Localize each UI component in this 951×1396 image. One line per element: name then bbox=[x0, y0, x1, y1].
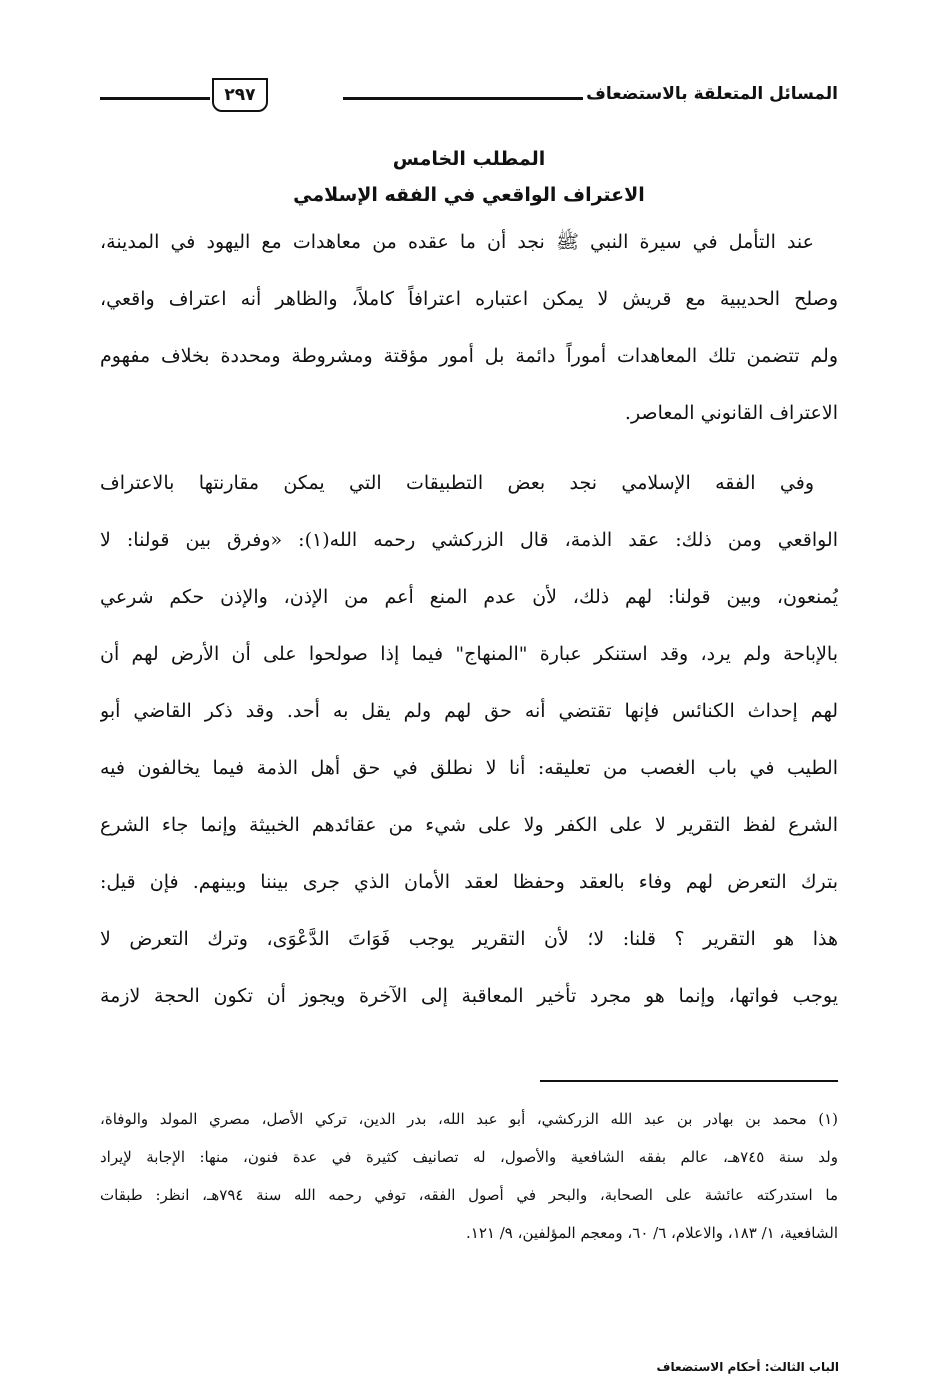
header-rule-right bbox=[343, 97, 583, 100]
body-line: يوجب فواتها، وإنما هو مجرد تأخير المعاقبة إلى الآخرة ويجوز أن تكون الحجة لازمة bbox=[100, 985, 838, 1007]
body-line: هذا هو التقرير ؟ قلنا: لا؛ لأن التقرير يوجب فَوَاتَ الدَّعْوَى، وترك التعرض لا bbox=[100, 928, 838, 950]
body-line: بترك التعرض لهم وفاء بالعقد وحفظا لعقد الأمان الذي جرى بيننا وبينهم. فإن قيل: bbox=[100, 871, 838, 893]
body-line: وفي الفقه الإسلامي نجد بعض التطبيقات التي يمكن مقارنتها بالاعتراف bbox=[100, 472, 814, 494]
body-line: يُمنعون، وبين قولنا: لهم ذلك، لأن عدم المنع أعم من الإذن، والإذن حكم شرعي bbox=[100, 586, 838, 608]
footnote-separator bbox=[540, 1080, 838, 1082]
section-heading: المطلب الخامس bbox=[392, 148, 546, 170]
body-text bbox=[100, 220, 838, 1031]
footnote-line: (١) محمد بن بهادر بن عبد الله الزركشي، أبو عبد الله، بدر الدين، تركي الأصل، مصري المولد والوفاة، bbox=[100, 1110, 838, 1128]
footnote-line: ما استدركته عائشة على الصحابة، والبحر في أصول الفقه، توفي رحمه الله سنة ٧٩٤هـ، انظر: طبقات bbox=[100, 1186, 838, 1204]
page-number: ٢٩٧ bbox=[212, 78, 268, 112]
footnote-line: ولد سنة ٧٤٥هـ، عالم بفقه الشافعية والأصول، له تصانيف كثيرة في عدة فنون، منها: الإجابة لإيراد bbox=[100, 1148, 838, 1166]
body-line: ولم تتضمن تلك المعاهدات أموراً دائمة بل أمور مؤقتة ومشروطة ومحددة بخلاف مفهوم bbox=[100, 345, 838, 367]
section-subheading: الاعتراف الواقعي في الفقه الإسلامي bbox=[293, 184, 645, 206]
body-line: لهم إحداث الكنائس فإنها تقتضي أنه حق لهم ولم يقل به أحد. وقد ذكر القاضي أبو bbox=[100, 700, 838, 722]
running-header bbox=[100, 78, 838, 118]
header-rule-left bbox=[100, 97, 210, 100]
body-line: الاعتراف القانوني المعاصر. bbox=[624, 402, 838, 424]
paragraph-gap bbox=[100, 448, 838, 461]
body-line: بالإباحة ولم يرد، وقد استنكر عبارة "المنهاج" فيما إذا صولحوا على أن الأرض لهم أن bbox=[100, 643, 838, 665]
body-line: الواقعي ومن ذلك: عقد الذمة، قال الزركشي رحمه الله(١): «وفرق بين قولنا: لا bbox=[100, 529, 838, 551]
body-line: عند التأمل في سيرة النبي ﷺ نجد أن ما عقده من معاهدات مع اليهود في المدينة، bbox=[100, 231, 814, 253]
body-line: الشرع لفظ التقرير لا على الكفر ولا على شيء من عقائدهم الخبيثة وإنما جاء الشرع bbox=[100, 814, 838, 836]
running-footer: الباب الثالث: أحكام الاستضعاف bbox=[656, 1360, 839, 1374]
running-header-title: المسائل المتعلقة بالاستضعاف bbox=[586, 84, 838, 104]
footnotes bbox=[100, 1104, 838, 1256]
footnote-line: الشافعية، ١/ ١٨٣، والاعلام، ٦/ ٦٠، ومعجم المؤلفين، ٩/ ١٢١. bbox=[465, 1224, 838, 1242]
body-line: الطيب في باب الغصب من تعليقه: أنا لا نطلق في حق أهل الذمة فيما يخالفون فيه bbox=[100, 757, 838, 779]
body-line: وصلح الحديبية مع قريش لا يمكن اعتباره اعترافاً كاملاً، والظاهر أنه اعتراف واقعي، bbox=[100, 288, 838, 310]
